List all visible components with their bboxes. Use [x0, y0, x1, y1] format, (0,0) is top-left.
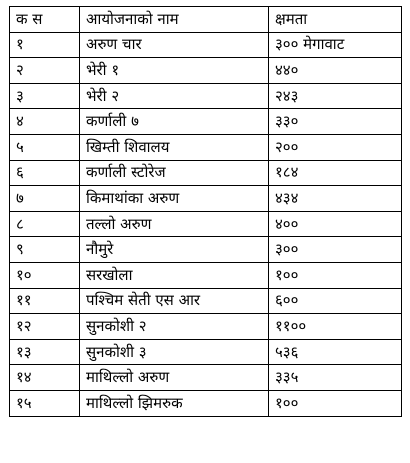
project-name-cell: भेरी २ — [80, 83, 269, 109]
header-capacity: क्षमता — [269, 7, 402, 33]
table-row — [10, 134, 402, 160]
capacity-cell: ५३६ — [269, 339, 402, 365]
table-row — [10, 32, 402, 58]
project-name-cell: नौमुरे — [80, 237, 269, 263]
serial-number-cell: ४ — [10, 109, 80, 135]
table-row — [10, 288, 402, 314]
project-name-cell: पश्चिम सेती एस आर — [80, 288, 269, 314]
project-name-cell: माथिल्लो अरुण — [80, 365, 269, 391]
table-row — [10, 390, 402, 416]
project-name-cell: कर्णाली ७ — [80, 109, 269, 135]
serial-number-cell: ७ — [10, 186, 80, 212]
serial-number-cell: १४ — [10, 365, 80, 391]
capacity-cell: २४३ — [269, 83, 402, 109]
table-header — [10, 7, 402, 33]
capacity-cell: १०० — [269, 262, 402, 288]
serial-number-cell: १५ — [10, 390, 80, 416]
capacity-cell: ४४० — [269, 58, 402, 84]
capacity-cell: ११०० — [269, 314, 402, 340]
project-name-cell: सुनकोशी २ — [80, 314, 269, 340]
serial-number-cell: १ — [10, 32, 80, 58]
capacity-cell: ६०० — [269, 288, 402, 314]
project-name-cell: किमाथांका अरुण — [80, 186, 269, 212]
serial-number-cell: ९ — [10, 237, 80, 263]
serial-number-cell: ११ — [10, 288, 80, 314]
project-name-cell: अरुण चार — [80, 32, 269, 58]
header-project-name: आयोजनाको नाम — [80, 7, 269, 33]
serial-number-cell: १० — [10, 262, 80, 288]
serial-number-cell: ६ — [10, 160, 80, 186]
table-row — [10, 186, 402, 212]
project-name-cell: भेरी १ — [80, 58, 269, 84]
project-name-cell: सुनकोशी ३ — [80, 339, 269, 365]
project-name-cell: सरखोला — [80, 262, 269, 288]
serial-number-cell: ८ — [10, 211, 80, 237]
table-row — [10, 365, 402, 391]
table-body — [10, 32, 402, 416]
capacity-cell: ३३५ — [269, 365, 402, 391]
project-name-cell: कर्णाली स्टोरेज — [80, 160, 269, 186]
project-name-cell: खिम्ती शिवालय — [80, 134, 269, 160]
table-row — [10, 237, 402, 263]
capacity-cell: ३३० — [269, 109, 402, 135]
project-name-cell: माथिल्लो झिमरुक — [80, 390, 269, 416]
table-row — [10, 339, 402, 365]
header-serial-number: क स — [10, 7, 80, 33]
serial-number-cell: १३ — [10, 339, 80, 365]
serial-number-cell: ३ — [10, 83, 80, 109]
serial-number-cell: १२ — [10, 314, 80, 340]
capacity-cell: ४३४ — [269, 186, 402, 212]
table-row — [10, 83, 402, 109]
table-row — [10, 109, 402, 135]
serial-number-cell: २ — [10, 58, 80, 84]
header-row — [10, 7, 402, 33]
table-row — [10, 160, 402, 186]
table-row — [10, 314, 402, 340]
table-row — [10, 262, 402, 288]
capacity-cell: ३०० मेगावाट — [269, 32, 402, 58]
table-row — [10, 211, 402, 237]
hydropower-projects-table — [9, 6, 402, 417]
project-name-cell: तल्लो अरुण — [80, 211, 269, 237]
capacity-cell: १८४ — [269, 160, 402, 186]
capacity-cell: ३०० — [269, 237, 402, 263]
table-row — [10, 58, 402, 84]
capacity-cell: ४०० — [269, 211, 402, 237]
serial-number-cell: ५ — [10, 134, 80, 160]
capacity-cell: १०० — [269, 390, 402, 416]
capacity-cell: २०० — [269, 134, 402, 160]
